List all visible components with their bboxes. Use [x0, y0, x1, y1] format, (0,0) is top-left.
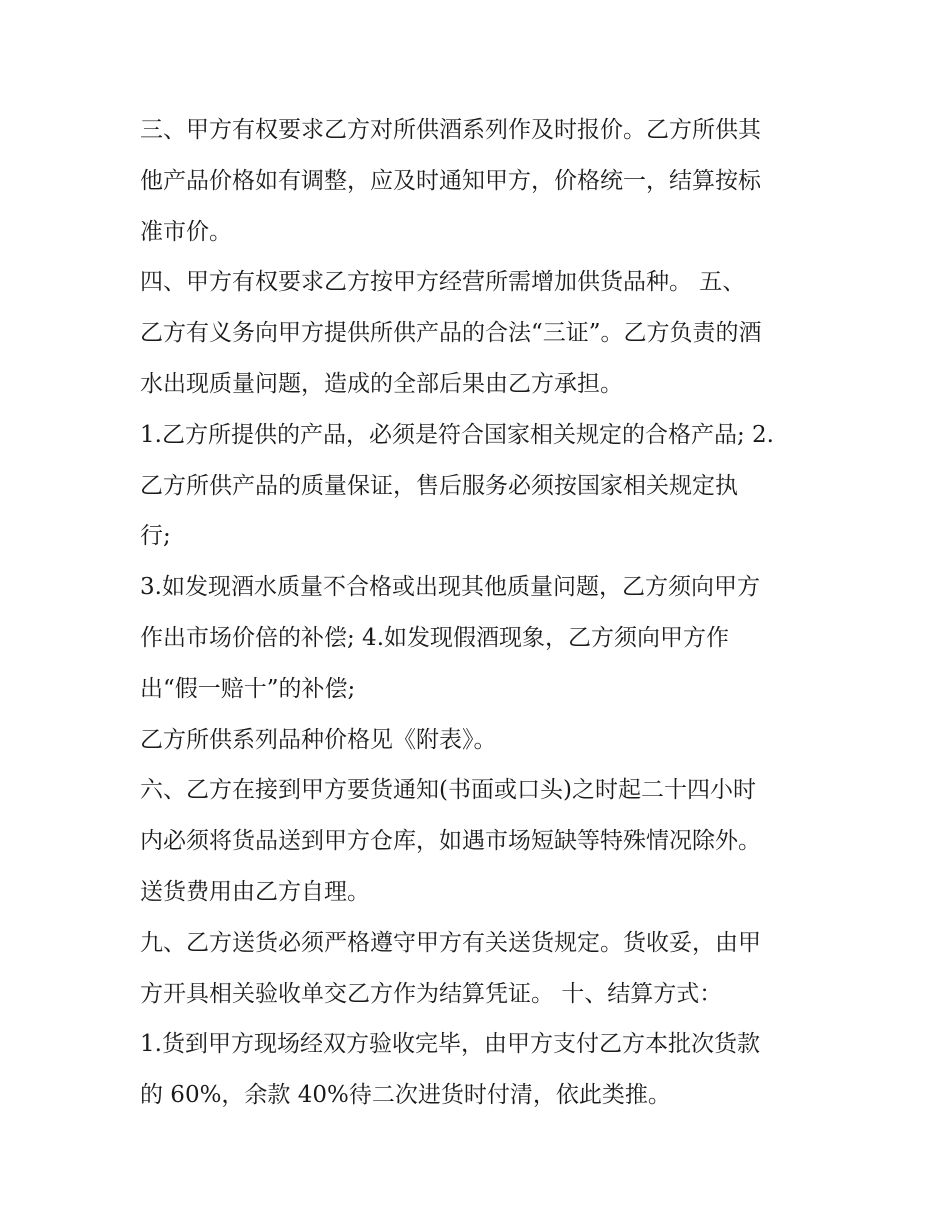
- text-line: 送货费用由乙方自理。: [140, 878, 370, 905]
- text-line: 方开具相关验收单交乙方作为结算凭证。 十、结算方式：: [140, 980, 723, 1007]
- text-line: 四、甲方有权要求乙方按甲方经营所需增加供货品种。 五、: [140, 269, 746, 296]
- text-line: 乙方所供产品的质量保证，售后服务必须按国家相关规定执: [140, 472, 738, 499]
- text-line: 六、乙方在接到甲方要货通知(书面或口头)之时起二十四小时: [140, 777, 756, 804]
- text-line: 他产品价格如有调整，应及时通知甲方，价格统一，结算按标: [140, 167, 761, 194]
- text-line: 行;: [140, 523, 171, 550]
- text-line: 准市价。: [140, 218, 232, 245]
- contract-text: [140, 105, 830, 1121]
- text-line: 水出现质量问题，造成的全部后果由乙方承担。: [140, 370, 623, 397]
- text-line: 乙方有义务向甲方提供所供产品的合法“三证”。乙方负责的酒: [140, 320, 762, 347]
- text-line: 1.乙方所提供的产品，必须是符合国家相关规定的合格产品; 2.: [140, 421, 774, 448]
- text-line: 出“假一赔十”的补偿;: [140, 675, 356, 702]
- text-line: 乙方所供系列品种价格见《附表》。: [140, 726, 497, 753]
- text-line: 3.如发现酒水质量不合格或出现其他质量问题，乙方须向甲方: [140, 574, 760, 601]
- text-line: 作出市场价倍的补偿; 4.如发现假酒现象，乙方须向甲方作: [140, 624, 730, 651]
- text-line: 九、乙方送货必须严格遵守甲方有关送货规定。货收妥，由甲: [140, 929, 761, 956]
- text-line: 的 60%，余款 40%待二次进货时付清，依此类推。: [140, 1082, 671, 1109]
- text-line: 1.货到甲方现场经双方验收完毕，由甲方支付乙方本批次货款: [140, 1031, 760, 1058]
- text-line: 内必须将货品送到甲方仓库，如遇市场短缺等特殊情况除外。: [140, 828, 761, 855]
- text-line: 三、甲方有权要求乙方对所供酒系列作及时报价。乙方所供其: [140, 117, 761, 143]
